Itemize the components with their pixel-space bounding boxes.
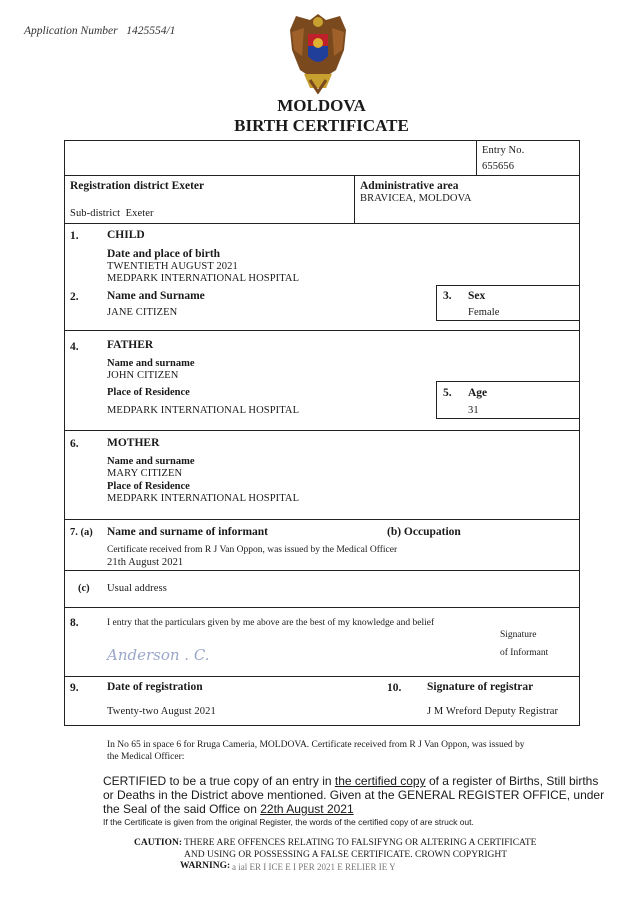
father-name-label: Name and surname — [107, 358, 195, 369]
certified-text-1a: CERTIFIED to be a true copy of an entry in — [103, 774, 335, 788]
sex-value: Female — [468, 307, 500, 318]
registration-divider — [354, 175, 355, 223]
signature-label-2: of Informant — [500, 648, 549, 658]
caution-line-2: AND USING OR POSSESSING A FALSE CERTIFICATE. CROWN COPYRIGHT — [184, 850, 508, 860]
warning-text: a ial ER I ICE E I PER 2021 E RELIER IE Y — [232, 862, 396, 872]
certified-paragraph — [103, 774, 604, 816]
country-title: MOLDOVA — [277, 96, 366, 115]
sex-label: Sex — [468, 290, 486, 302]
age-label: Age — [468, 387, 488, 399]
child-name-number: 2. — [70, 291, 79, 303]
mother-heading: MOTHER — [107, 437, 160, 449]
administrative-area-value: BRAVICEA, MOLDOVA — [360, 193, 472, 204]
age-box — [436, 381, 580, 419]
mother-residence-label: Place of Residence — [107, 481, 190, 492]
child-number: 1. — [70, 230, 79, 242]
certified-line-2: or Deaths in the District above mentioned. Given at the GENERAL REGISTER OFFICE, under — [103, 788, 605, 802]
document-title: BIRTH CERTIFICATE — [234, 116, 409, 135]
administrative-area-label: Administrative area — [360, 180, 459, 192]
birth-date-label: Date and place of birth — [107, 248, 221, 260]
note-line-2: the Medical Officer: — [107, 752, 185, 762]
certified-line-4: If the Certificate is given from the original Register, the words of the certified copy of are struck out. — [103, 817, 474, 827]
mother-name-value: MARY CITIZEN — [107, 468, 183, 479]
subdistrict — [70, 208, 154, 219]
registrar-value: J M Wreford Deputy Registrar — [427, 706, 559, 717]
child-name-value: JANE CITIZEN — [107, 307, 178, 318]
age-value: 31 — [468, 405, 479, 416]
subdistrict-label: Sub-district — [70, 208, 121, 219]
warning-label: WARNING: — [180, 861, 231, 871]
informant-label: Name and surname of informant — [107, 526, 268, 538]
application-number-value: 1425554/1 — [126, 25, 176, 37]
informant-date: 21th August 2021 — [107, 557, 184, 568]
registrar-label: Signature of registrar — [427, 681, 534, 693]
registration-date-number: 9. — [70, 682, 79, 694]
father-name-value: JOHN CITIZEN — [107, 370, 179, 381]
occupation-label: (b) Occupation — [387, 526, 461, 538]
certified-line-1 — [103, 774, 604, 788]
signature-label-1: Signature — [500, 630, 537, 640]
caution-label: CAUTION: — [134, 838, 183, 848]
usual-address-number: (c) — [78, 583, 90, 594]
entry-label: Entry No. — [482, 145, 525, 156]
birth-place-value: MEDPARK INTERNATIONAL HOSPITAL — [107, 273, 300, 284]
note-line-1: In No 65 in space 6 for Rruga Cameria, MOLDOVA. Certificate received from R J Van Oppon, was issued by — [107, 740, 525, 750]
certified-text-3a: the Seal of the said Office on — [103, 802, 261, 816]
registration-district-label: Registration district Exeter — [70, 180, 205, 192]
informant-number: 7. (a) — [70, 527, 93, 538]
birth-date-value: TWENTIETH AUGUST 2021 — [107, 261, 238, 272]
entry-divider — [476, 140, 477, 176]
sex-box — [436, 285, 580, 321]
mother-residence-value: MEDPARK INTERNATIONAL HOSPITAL — [107, 493, 300, 504]
informant-text: Certificate received from R J Van Oppon, was issued by the Medical Officer — [107, 545, 398, 555]
application-number-label: Application Number — [24, 25, 118, 37]
father-heading: FATHER — [107, 339, 154, 351]
mother-name-label: Name and surname — [107, 456, 195, 467]
registration-date-value: Twenty-two August 2021 — [107, 706, 216, 717]
mother-number: 6. — [70, 438, 79, 450]
application-number — [24, 25, 175, 37]
age-number: 5. — [443, 387, 452, 399]
informant-signature: Anderson . C. — [107, 646, 210, 664]
sex-number: 3. — [443, 290, 452, 302]
father-residence-value: MEDPARK INTERNATIONAL HOSPITAL — [107, 405, 300, 416]
caution-line-1: THERE ARE OFFENCES RELATING TO FALSIFYNG OR ALTERING A CERTIFICATE — [184, 838, 537, 848]
entry-value: 655656 — [482, 161, 515, 172]
subdistrict-value: Exeter — [125, 208, 154, 219]
child-name-label: Name and Surname — [107, 290, 205, 302]
usual-address-label: Usual address — [107, 583, 167, 594]
certified-text-1c: of a register of Births, Still births — [425, 774, 599, 788]
declaration-text: I entry that the particulars given by me above are the best of my knowledge and belief — [107, 618, 435, 628]
father-residence-label: Place of Residence — [107, 387, 190, 398]
certified-date: 22th August 2021 — [260, 802, 354, 816]
registrar-number: 10. — [387, 682, 402, 694]
registration-date-label: Date of registration — [107, 681, 203, 693]
father-number: 4. — [70, 341, 79, 353]
child-heading: CHILD — [107, 229, 145, 241]
coat-of-arms-emblem — [286, 10, 350, 94]
certified-copy-text: the certified copy — [334, 774, 426, 788]
declaration-number: 8. — [70, 617, 79, 629]
certified-line-3 — [103, 802, 604, 816]
